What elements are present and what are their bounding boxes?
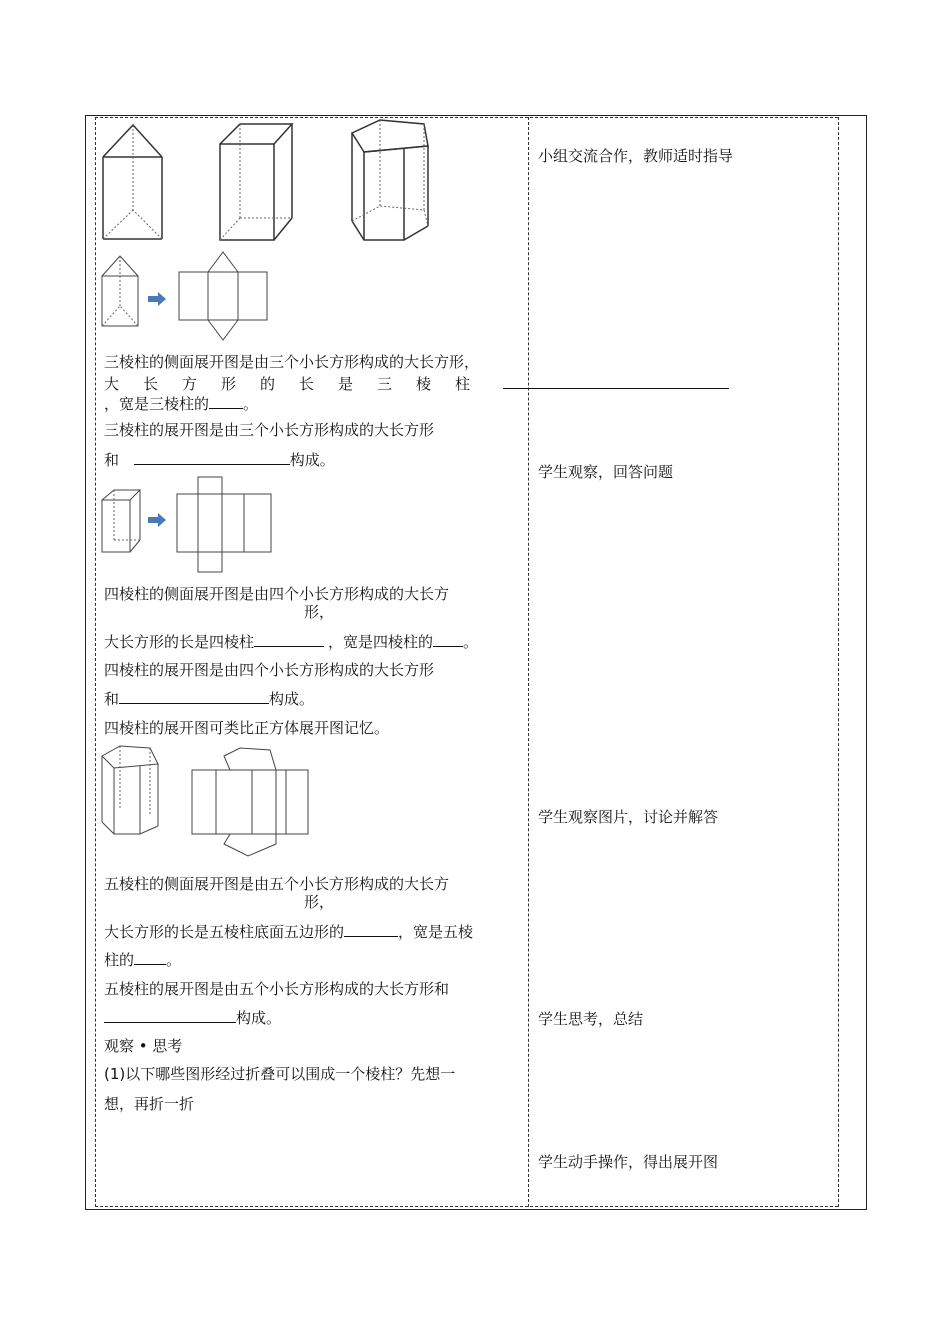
left-dashed-border <box>95 117 96 1207</box>
tri-net-line <box>104 450 335 470</box>
quad-side-text-a: 四棱柱的侧面展开图是由四个小长方形构成的大长方 <box>104 585 450 603</box>
pent-width-blank <box>134 950 166 965</box>
pent-side-text-a: 五棱柱的侧面展开图是由五个小长方形构成的大长方 <box>104 875 450 893</box>
pent-length-blank <box>344 922 398 937</box>
quad-width-blank <box>433 632 463 647</box>
pent-side-text-b: 形， <box>304 893 335 911</box>
and-text: 和 <box>104 451 120 469</box>
period: 。 <box>243 395 259 413</box>
quad-net-text-a: 四棱柱的展开图是由四个小长方形构成的大长方形 <box>104 661 435 679</box>
small-pentagonal-prism-figure <box>100 744 162 836</box>
right-note-3: 学生观察图片，讨论并解答 <box>538 808 719 826</box>
middle-dashed-divider <box>528 117 529 1207</box>
quad-net-line <box>104 689 314 709</box>
quad-width-prefix: ，宽是四棱柱的 <box>328 633 434 651</box>
pent-width-suffix: 柱的 <box>104 951 135 969</box>
triangular-prism-figure <box>100 122 165 242</box>
tri-length-line <box>104 374 729 394</box>
pent-net-blank <box>104 1008 236 1023</box>
right-note-4: 学生思考，总结 <box>538 1010 644 1028</box>
composed-text: 构成。 <box>289 451 335 469</box>
tri-width-prefix: ，宽是三棱柱的 <box>104 395 210 413</box>
right-dashed-border <box>838 117 839 1207</box>
tri-net-blank <box>134 450 290 465</box>
quad-length-blank <box>254 632 324 647</box>
period: 。 <box>463 633 479 651</box>
composed-text: 构成。 <box>236 1009 282 1027</box>
quadrangular-prism-net-figure <box>176 476 272 576</box>
pent-length-line <box>104 922 473 942</box>
quad-net-blank <box>119 689 269 704</box>
top-dashed-border <box>95 117 838 118</box>
question-1-text-a: (1)以下哪些图形经过折叠可以围成一个棱柱？先想一 <box>104 1065 456 1083</box>
tri-length-prefix: 大长方形的长是三棱柱 <box>104 375 495 393</box>
composed-text: 构成。 <box>269 690 315 708</box>
tri-side-text: 三棱柱的侧面展开图是由三个小长方形构成的大长方形， <box>104 353 480 371</box>
tri-width-line <box>104 394 258 414</box>
pent-net-line <box>104 1008 281 1028</box>
arrow-right-icon <box>148 513 168 527</box>
small-quadrangular-prism-figure <box>100 488 144 554</box>
right-note-2: 学生观察，回答问题 <box>538 463 674 481</box>
observe-think-heading: 观察 • 思考 <box>104 1037 183 1055</box>
pent-width-line <box>104 950 181 970</box>
pent-width-prefix: ，宽是五棱 <box>398 923 474 941</box>
pentagonal-prism-net-figure <box>190 746 310 858</box>
quad-length-prefix: 大长方形的长是四棱柱 <box>104 633 255 651</box>
pent-net-text-a: 五棱柱的展开图是由五个小长方形构成的大长方形和 <box>104 980 450 998</box>
triangular-prism-net-figure <box>178 250 270 342</box>
question-1-text-b: 想，再折一折 <box>104 1095 195 1113</box>
period: 。 <box>166 951 182 969</box>
quad-length-line <box>104 632 478 652</box>
right-note-5: 学生动手操作，得出展开图 <box>538 1153 719 1171</box>
pentagonal-prism-figure <box>350 118 432 242</box>
quad-side-text-b: 形， <box>304 603 335 621</box>
tri-width-blank <box>209 394 243 409</box>
arrow-right-icon <box>148 292 168 306</box>
and-text: 和 <box>104 690 120 708</box>
small-triangular-prism-figure <box>100 254 142 328</box>
tri-length-blank <box>503 374 729 389</box>
quadrangular-prism-figure <box>218 122 296 242</box>
bottom-dashed-border <box>95 1206 838 1207</box>
right-note-1: 小组交流合作，教师适时指导 <box>538 147 734 165</box>
pent-length-prefix: 大长方形的长是五棱柱底面五边形的 <box>104 923 345 941</box>
quad-recall-text: 四棱柱的展开图可类比正方体展开图记忆。 <box>104 719 390 737</box>
tri-net-text-a: 三棱柱的展开图是由三个小长方形构成的大长方形 <box>104 421 435 439</box>
